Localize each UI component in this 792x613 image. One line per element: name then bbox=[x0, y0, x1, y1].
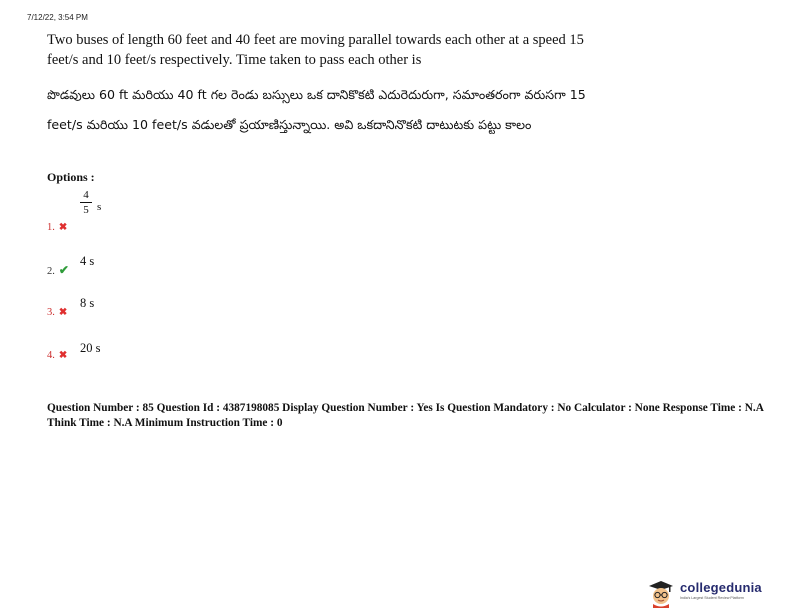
option-number-label: 4. bbox=[47, 350, 55, 361]
option-4-value: 20 s bbox=[80, 341, 101, 355]
option-number-label: 3. bbox=[47, 307, 55, 318]
question-text-english: Two buses of length 60 feet and 40 feet are moving parallel towards each other at a speed 15 feet/s and 10 feet/s respectively. Time taken to pass each other is bbox=[47, 32, 584, 68]
fraction-denominator: 5 bbox=[83, 204, 89, 216]
wrong-mark-icon: ✖ bbox=[58, 222, 68, 233]
option-3-number bbox=[47, 307, 67, 318]
option-1-fraction bbox=[80, 189, 92, 216]
option-number-label: 2. bbox=[47, 266, 55, 277]
logo-wordmark: collegedunia bbox=[680, 580, 762, 595]
question-text-telugu: పొడవులు 60 ft మరియు 40 ft గల రెండు బస్సులు ఒక దానికొకటి ఎదురెదురుగా, సమాంతరంగా వరుసగా 15 feet/s మరియు 10 feet/s వడులతో ప్రయాణిస్తున్నాయి. అవి ఒకదానినొకటి దాటుటకు పట్టు కాలం bbox=[47, 87, 586, 132]
collegedunia-logo bbox=[646, 580, 786, 606]
graduate-mascot-icon bbox=[646, 580, 676, 608]
option-2-number bbox=[47, 263, 69, 278]
print-timestamp: 7/12/22, 3:54 PM bbox=[27, 13, 88, 22]
option-1-number bbox=[47, 222, 67, 233]
fraction-bar bbox=[80, 202, 92, 203]
option-2-value: 4 s bbox=[80, 254, 95, 268]
option-3-value: 8 s bbox=[80, 296, 95, 310]
option-1-unit: s bbox=[97, 201, 102, 213]
correct-check-icon: ✔ bbox=[58, 263, 69, 277]
fraction-numerator: 4 bbox=[83, 189, 89, 201]
wrong-mark-icon: ✖ bbox=[58, 307, 68, 318]
logo-tagline: India's Largest Student Review Platform bbox=[680, 596, 744, 600]
question-metadata: Question Number : 85 Question Id : 4387198085 Display Question Number : Yes Is Question Mandatory : No Calculator : None Response Time : N.A Think Time : N.A Minimum Instruction Time : 0 bbox=[47, 402, 764, 429]
option-4-number bbox=[47, 350, 67, 361]
option-number-label: 1. bbox=[47, 222, 55, 233]
options-heading: Options : bbox=[47, 170, 95, 184]
wrong-mark-icon: ✖ bbox=[58, 350, 68, 361]
